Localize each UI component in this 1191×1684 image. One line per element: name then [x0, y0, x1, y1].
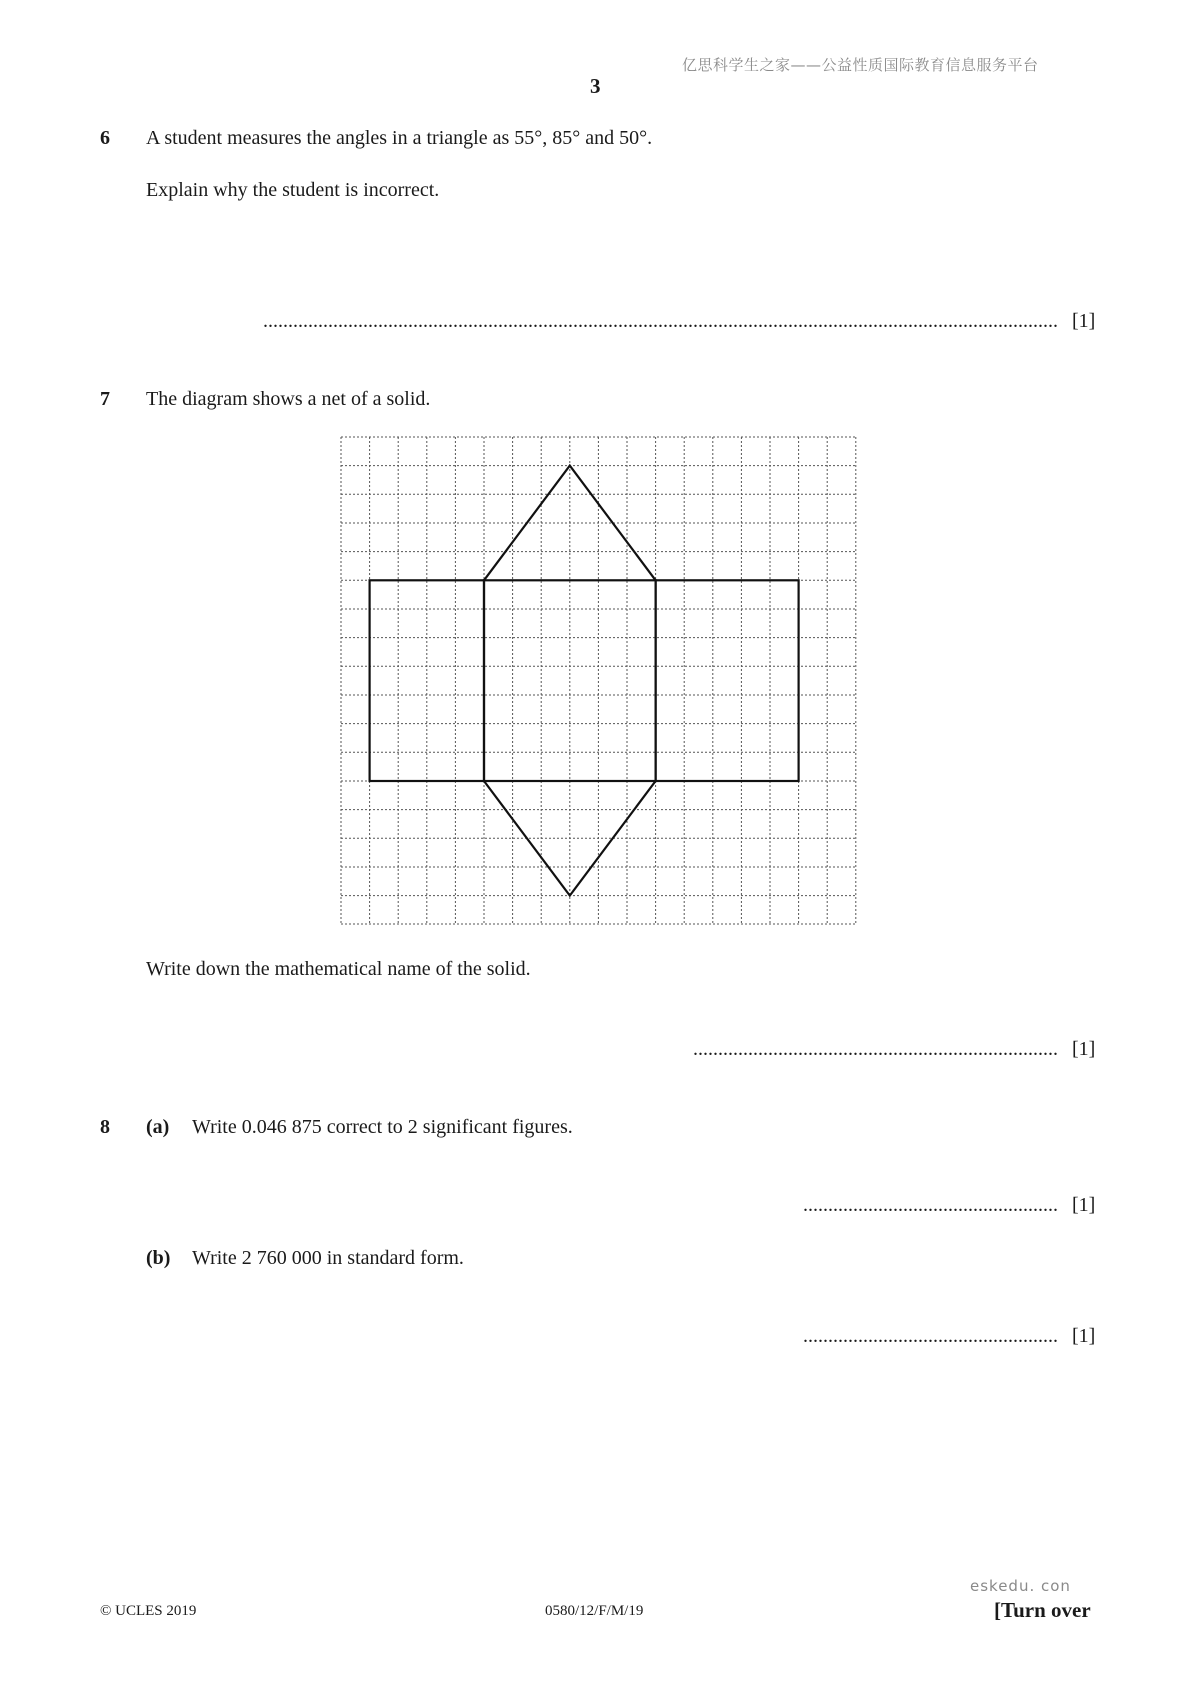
net-outline: [370, 466, 799, 896]
question-7-mark: [1]: [1072, 1038, 1096, 1060]
question-8b-mark: [1]: [1072, 1325, 1096, 1347]
question-8b-answer-line[interactable]: ...................................................: [803, 1325, 1058, 1347]
question-8a-answer-line[interactable]: ...................................................: [803, 1194, 1058, 1216]
question-8b-text: Write 2 760 000 in standard form.: [192, 1247, 464, 1269]
question-7-text: The diagram shows a net of a solid.: [146, 388, 431, 410]
question-6-number: 6: [100, 127, 110, 149]
question-6-answer-line[interactable]: ...............................................................................................................................................................: [263, 310, 1058, 332]
question-7-number: 7: [100, 388, 110, 410]
turn-over-label: [Turn over: [994, 1598, 1091, 1622]
right-rectangle-face: [656, 580, 799, 781]
question-8a-text: Write 0.046 875 correct to 2 significant figures.: [192, 1116, 573, 1138]
grid: [341, 437, 856, 924]
question-7-answer-line[interactable]: .........................................................................: [693, 1038, 1058, 1060]
question-8-number: 8: [100, 1116, 110, 1138]
footer-watermark: eskedu. con: [970, 1577, 1071, 1595]
question-8b-label: (b): [146, 1247, 171, 1269]
question-7-prompt: Write down the mathematical name of the solid.: [146, 958, 531, 980]
net-diagram: [340, 436, 858, 926]
page-number: 3: [590, 74, 601, 98]
question-6-mark: [1]: [1072, 310, 1096, 332]
question-6-prompt: Explain why the student is incorrect.: [146, 179, 440, 201]
question-6-text: A student measures the angles in a triangle as 55°, 85° and 50°.: [146, 127, 653, 149]
question-8a-mark: [1]: [1072, 1194, 1096, 1216]
footer-paper-code: 0580/12/F/M/19: [545, 1603, 644, 1619]
question-8a-label: (a): [146, 1116, 170, 1138]
header-watermark: 亿思科学生之家——公益性质国际教育信息服务平台: [682, 56, 1039, 74]
footer-copyright: © UCLES 2019: [100, 1603, 197, 1619]
